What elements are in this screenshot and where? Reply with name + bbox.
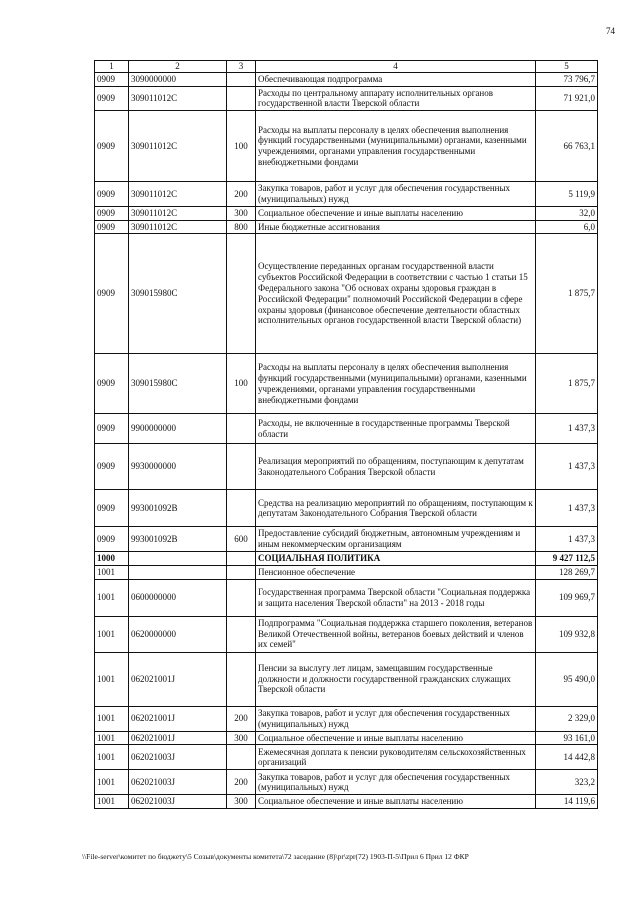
col-header-5: 5 <box>536 61 598 73</box>
table-header-row <box>95 61 598 73</box>
cell-c4: Государственная программа Тверской области "Социальная поддержка и защита населения Тверской области" на 2013 - 2018 годы <box>256 579 536 616</box>
cell-c2: 309011012C <box>129 86 227 111</box>
cell-c1: 1001 <box>95 795 129 809</box>
cell-c3: 100 <box>227 111 256 182</box>
cell-c3: 800 <box>227 220 256 234</box>
cell-c2: 3090000000 <box>129 72 227 86</box>
cell-c2 <box>129 551 227 565</box>
cell-c3: 300 <box>227 795 256 809</box>
cell-c4: Закупка товаров, работ и услуг для обеспечения государственных (муниципальных) нужд <box>256 182 536 207</box>
cell-c2: 0620000000 <box>129 616 227 652</box>
table-row <box>95 795 598 809</box>
budget-table <box>94 60 598 809</box>
cell-c1: 1001 <box>95 770 129 795</box>
cell-c4: Социальное обеспечение и иные выплаты населению <box>256 795 536 809</box>
table-row <box>95 745 598 770</box>
cell-c2 <box>129 565 227 579</box>
cell-c2: 9900000000 <box>129 414 227 444</box>
table-row <box>95 354 598 414</box>
cell-c2: 0600000000 <box>129 579 227 616</box>
cell-c5: 6,0 <box>536 220 598 234</box>
cell-c5: 1 437,3 <box>536 527 598 552</box>
table-row <box>95 206 598 220</box>
cell-c1: 0909 <box>95 414 129 444</box>
cell-c3 <box>227 444 256 490</box>
cell-c5: 32,0 <box>536 206 598 220</box>
cell-c1: 0909 <box>95 220 129 234</box>
cell-c1: 0909 <box>95 72 129 86</box>
cell-c4: Ежемесячная доплата к пенсии руководителям сельскохозяйственных организаций <box>256 745 536 770</box>
cell-c3: 200 <box>227 706 256 731</box>
file-path-footer: \\File-server\комитет по бюджету\5 Созыв\документы комитета\72 заседание (8)\pr\zpr(72) 1903-П-5\Прил 6 Прил 12 ФКР <box>82 852 469 861</box>
table-row <box>95 652 598 706</box>
cell-c5: 9 427 112,5 <box>536 551 598 565</box>
cell-c5: 66 763,1 <box>536 111 598 182</box>
cell-c2: 309011012C <box>129 182 227 207</box>
cell-c4: СОЦИАЛЬНАЯ ПОЛИТИКА <box>256 551 536 565</box>
cell-c1: 0909 <box>95 111 129 182</box>
cell-c5: 1 437,3 <box>536 490 598 527</box>
cell-c3 <box>227 234 256 354</box>
cell-c1: 0909 <box>95 86 129 111</box>
table-row <box>95 220 598 234</box>
cell-c4: Расходы на выплаты персоналу в целях обеспечения выполнения функций государственными (муниципальными) органами, казенными учреждениями, органами управления государственными внебюджетными фондами <box>256 354 536 414</box>
cell-c4: Закупка товаров, работ и услуг для обеспечения государственных (муниципальных) нужд <box>256 706 536 731</box>
cell-c1: 0909 <box>95 527 129 552</box>
cell-c1: 0909 <box>95 234 129 354</box>
cell-c3: 600 <box>227 527 256 552</box>
table-row <box>95 551 598 565</box>
cell-c2: 993001092B <box>129 527 227 552</box>
cell-c5: 93 161,0 <box>536 731 598 745</box>
cell-c3 <box>227 745 256 770</box>
cell-c5: 1 437,3 <box>536 444 598 490</box>
table-row <box>95 527 598 552</box>
table-row <box>95 770 598 795</box>
cell-c3 <box>227 565 256 579</box>
cell-c3 <box>227 652 256 706</box>
col-header-1: 1 <box>95 61 129 73</box>
cell-c4: Подпрограмма "Социальная поддержка старшего поколения, ветеранов Великой Отечественной войны, ветеранов боевых действий и членов их семей" <box>256 616 536 652</box>
table-row <box>95 234 598 354</box>
cell-c1: 1000 <box>95 551 129 565</box>
cell-c2: 309011012C <box>129 111 227 182</box>
cell-c5: 73 796,7 <box>536 72 598 86</box>
cell-c5: 14 442,8 <box>536 745 598 770</box>
cell-c5: 95 490,0 <box>536 652 598 706</box>
table-row <box>95 182 598 207</box>
table-row <box>95 72 598 86</box>
cell-c4: Расходы на выплаты персоналу в целях обеспечения выполнения функций государственными (муниципальными) органами, казенными учреждениями, органами управления государственными внебюджетными фондами <box>256 111 536 182</box>
cell-c2: 9930000000 <box>129 444 227 490</box>
cell-c2: 062021003J <box>129 745 227 770</box>
cell-c1: 0909 <box>95 182 129 207</box>
cell-c3 <box>227 616 256 652</box>
cell-c3 <box>227 490 256 527</box>
table-row <box>95 579 598 616</box>
cell-c3: 300 <box>227 206 256 220</box>
cell-c5: 71 921,0 <box>536 86 598 111</box>
cell-c4: Социальное обеспечение и иные выплаты населению <box>256 731 536 745</box>
cell-c3 <box>227 414 256 444</box>
cell-c4: Средства на реализацию мероприятий по обращениям, поступающим к депутатам Законодательного Собрания Тверской области <box>256 490 536 527</box>
cell-c5: 323,2 <box>536 770 598 795</box>
table-row <box>95 111 598 182</box>
cell-c4: Предоставление субсидий бюджетным, автономным учреждениям и иным некоммерческим организациям <box>256 527 536 552</box>
col-header-2: 2 <box>129 61 227 73</box>
cell-c1: 1001 <box>95 565 129 579</box>
cell-c2: 993001092B <box>129 490 227 527</box>
cell-c5: 109 969,7 <box>536 579 598 616</box>
cell-c1: 1001 <box>95 731 129 745</box>
table-row <box>95 414 598 444</box>
table-body <box>95 72 598 808</box>
cell-c1: 0909 <box>95 354 129 414</box>
cell-c2: 309015980C <box>129 234 227 354</box>
cell-c3 <box>227 86 256 111</box>
cell-c1: 1001 <box>95 579 129 616</box>
cell-c1: 0909 <box>95 206 129 220</box>
cell-c5: 128 269,7 <box>536 565 598 579</box>
cell-c5: 5 119,9 <box>536 182 598 207</box>
cell-c2: 062021003J <box>129 770 227 795</box>
cell-c3: 300 <box>227 731 256 745</box>
cell-c4: Социальное обеспечение и иные выплаты населению <box>256 206 536 220</box>
cell-c2: 062021001J <box>129 652 227 706</box>
table-row <box>95 706 598 731</box>
col-header-3: 3 <box>227 61 256 73</box>
cell-c5: 1 875,7 <box>536 234 598 354</box>
cell-c1: 1001 <box>95 652 129 706</box>
cell-c5: 1 437,3 <box>536 414 598 444</box>
cell-c5: 2 329,0 <box>536 706 598 731</box>
cell-c3 <box>227 72 256 86</box>
cell-c4: Расходы по центральному аппарату исполнительных органов государственной власти Тверской области <box>256 86 536 111</box>
cell-c3 <box>227 579 256 616</box>
cell-c3: 100 <box>227 354 256 414</box>
table-row <box>95 444 598 490</box>
cell-c1: 1001 <box>95 706 129 731</box>
cell-c2: 062021001J <box>129 706 227 731</box>
table-row <box>95 86 598 111</box>
cell-c4: Закупка товаров, работ и услуг для обеспечения государственных (муниципальных) нужд <box>256 770 536 795</box>
cell-c4: Реализация мероприятий по обращениям, поступающим к депутатам Законодательного Собрания Тверской области <box>256 444 536 490</box>
cell-c3: 200 <box>227 182 256 207</box>
page-number: 74 <box>606 26 615 36</box>
cell-c5: 1 875,7 <box>536 354 598 414</box>
cell-c1: 1001 <box>95 745 129 770</box>
cell-c4: Расходы, не включенные в государственные программы Тверской области <box>256 414 536 444</box>
cell-c3 <box>227 551 256 565</box>
table-row <box>95 565 598 579</box>
cell-c2: 062021001J <box>129 731 227 745</box>
cell-c5: 109 932,8 <box>536 616 598 652</box>
table-row <box>95 731 598 745</box>
cell-c2: 309011012C <box>129 220 227 234</box>
cell-c1: 0909 <box>95 444 129 490</box>
cell-c4: Пенсионное обеспечение <box>256 565 536 579</box>
cell-c1: 0909 <box>95 490 129 527</box>
cell-c5: 14 119,6 <box>536 795 598 809</box>
cell-c2: 062021003J <box>129 795 227 809</box>
table-row <box>95 616 598 652</box>
cell-c1: 1001 <box>95 616 129 652</box>
cell-c4: Осуществление переданных органам государственной власти субъектов Российской Федерации в соответствии с частью 1 статьи 15 Федерального закона "Об основах охраны здоровья граждан в Российской Федерации" полномочий Российской Федерации в сфере охраны здоровья (финансовое обеспечение деятельности областных исполнительных органов государственной власти Тверской области) <box>256 234 536 354</box>
cell-c2: 309011012C <box>129 206 227 220</box>
cell-c4: Обеспечивающая подпрограмма <box>256 72 536 86</box>
col-header-4: 4 <box>256 61 536 73</box>
cell-c3: 200 <box>227 770 256 795</box>
cell-c4: Иные бюджетные ассигнования <box>256 220 536 234</box>
cell-c4: Пенсии за выслугу лет лицам, замещавшим государственные должности и должности государственной гражданских служащих Тверской области <box>256 652 536 706</box>
table-row <box>95 490 598 527</box>
cell-c2: 309015980C <box>129 354 227 414</box>
